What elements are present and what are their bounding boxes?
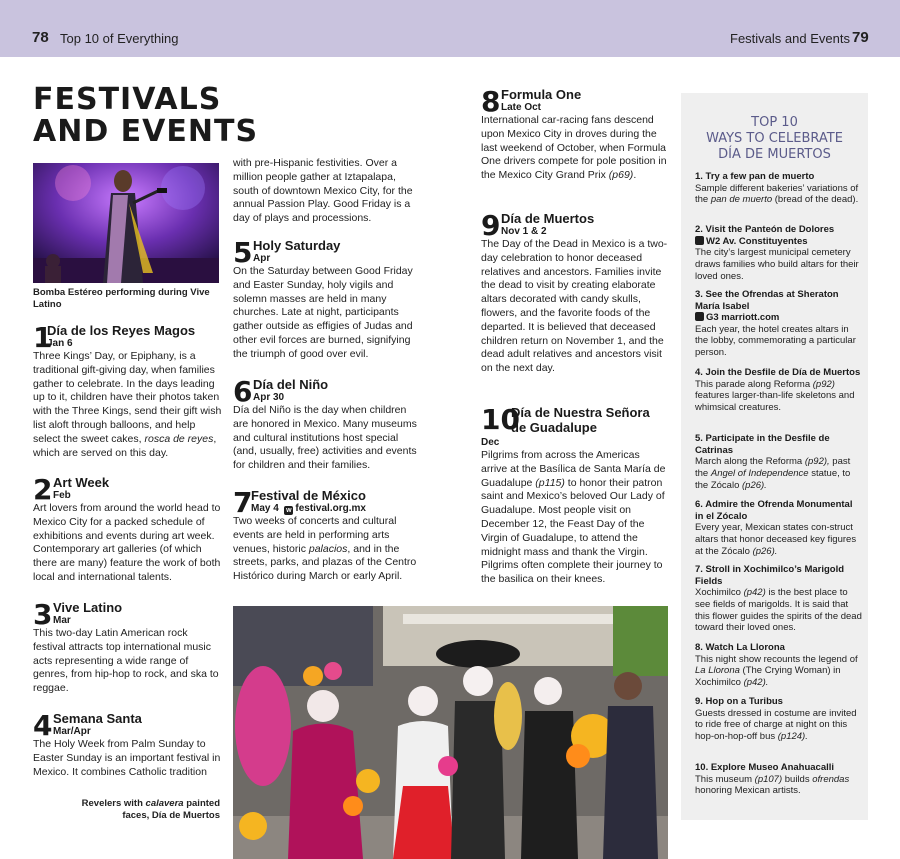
sidebar-item-2: 2. Visit the Panteón de Dolores W2 Av. Constituyentes The city’s largest municipal cemetery draws families who build altars for their loved ones. xyxy=(695,224,859,282)
entry-2: 2 Art Week Feb Art lovers from around the world head to Mexico City for a packed schedule of exhibitions and events during art week. Contemporary art galleries (of which there are many) feature the work of both local and international talents. xyxy=(33,473,221,583)
page-header xyxy=(0,0,900,57)
entry-1: 1 Día de los Reyes Magos Jan 6 Three Kings’ Day, or Epiphany, is a traditional gift-giving day, when families gather to celebrate. In the days leading up to it, children have their photos taken with the Three Kings, send their gift wish list aloft through balloons, and help select the sweet cakes, rosca de reyes, which are served on this day. xyxy=(33,321,222,459)
top-10-sidebar xyxy=(681,93,868,820)
map-icon xyxy=(695,236,704,245)
website-icon: w xyxy=(286,507,292,514)
sidebar-heading-line-2: WAYS TO CELEBRATE xyxy=(706,131,843,146)
sidebar-item-8: 8. Watch La Llorona This night show recounts the legend of La Llorona (The Crying Woman) in Xochimilco (p42). xyxy=(695,642,858,689)
concert-photo xyxy=(33,163,219,283)
sidebar-item-10: 10. Explore Museo Anahuacalli This museum (p107) builds ofrendas honoring Mexican artists. xyxy=(695,762,850,797)
map-icon xyxy=(695,312,704,321)
sidebar-item-5: 5. Participate in the Desfile de Catrinas March along the Reforma (p92), past the Angel of Independence statue, to the Zócalo (p26). xyxy=(695,433,851,491)
left-page-number: 78 xyxy=(32,29,49,46)
sidebar-item-3: 3. See the Ofrendas at Sheraton María Isabel G3 marriott.com Each year, the hotel creates altars in the lobby, commemorating a particular person. xyxy=(695,289,856,359)
entry-7: 7 Festival de México May 4 w festival.org.mx Two weeks of concerts and cultural events are held in performing arts venues, historic palacios, and in the streets, parks, and plazas of the Centro Histórico during March or early April. xyxy=(233,486,417,583)
sidebar-item-1: 1. Try a few pan de muerto Sample different bakeries’ variations of the pan de muerto (bread of the dead). xyxy=(695,171,859,206)
festival-website-link[interactable]: festival.org.mx xyxy=(295,503,366,514)
sidebar-item-4: 4. Join the Desfile de Día de Muertos This parade along Reforma (p92) features larger-than-life skeletons and whimsical creatures. xyxy=(695,367,861,414)
entry-9: 9 Día de Muertos Nov 1 & 2 The Day of the Dead in Mexico is a two-day celebration to honor deceased relatives and ancestors. Families invite the dead to visit by creating elaborate altars decorated with candy skulls, flowers, and the favorite foods of the departed. It is believed that deceased children return on November 1, and the dead adult relatives and ancestors visit on the next day. xyxy=(481,209,668,375)
parade-photo xyxy=(233,606,668,859)
right-running-title: Festivals and Events xyxy=(730,31,850,46)
right-page-number: 79 xyxy=(852,29,869,46)
entry-10: 10 Día de Nuestra Señora de Guadalupe Dec Pilgrims from across the Americas arrive at the Basílica de Santa María de Guadalupe (p115) to honor their patron saint and Mexico’s beloved Our Lady of Guadalupe. Most people visit on December 12, the Feast Day of the Virgin of Guadalupe, to attend the midnight mass and thank the Virgin. Pilgrims often complete their journey to the basilica on their knees. xyxy=(481,403,666,586)
semana-santa-continued: with pre-Hispanic festivities. Over a million people gather at Iztapalapa, south of downtown Mexico City, for the annual Passion Play. Good Friday is a day of plays and processions. xyxy=(233,157,413,225)
entry-4: 4 Semana Santa Mar/Apr The Holy Week from Palm Sunday to Easter Sunday is an important festival in Mexico. It combines Catholic tradition xyxy=(33,709,221,778)
entry-6: 6 Día del Niño Apr 30 Día del Niño is the day when children are honored in Mexico. Many museums and cultural institutions host special (and, usually, free) activities and events for children and their families. xyxy=(233,375,417,472)
sidebar-item-7: 7. Stroll in Xochimilco’s Marigold Fields Xochimilco (p42) is the best place to see fields of marigolds. It is said that this flower guides the spirits of the dead toward their loved ones. xyxy=(695,564,862,634)
sidebar-top-label: TOP 10 xyxy=(751,115,798,130)
page-title: FESTIVALS AND EVENTS xyxy=(33,82,259,149)
entry-8: 8 Formula One Late Oct International car-racing fans descend upon Mexico City in droves during the last weekend of October, when Formula One drivers compete for pole position in the Mexico City Grand Prix (p69). xyxy=(481,85,667,182)
entry-5: 5 Holy Saturday Apr On the Saturday between Good Friday and Easter Sunday, holy vigils and solemn masses are held in many churches. Late at night, participants gather outside as effigies of Judas and other evil forces are burned, signifying the triumph of good over evil. xyxy=(233,236,413,360)
sidebar-item-6: 6. Admire the Ofrenda Monumental in el Zócalo Every year, Mexican states con-struct altars that honor deceased key figures at the Zócalo (p26). xyxy=(695,499,857,557)
concert-photo-caption: Bomba Estéreo performing during Vive Latino xyxy=(33,287,210,310)
sidebar-heading-line-3: DÍA DE MUERTOS xyxy=(718,147,831,162)
parade-photo-caption: Revelers with calavera painted faces, Día de Muertos xyxy=(81,798,220,821)
left-running-title: Top 10 of Everything xyxy=(60,31,179,46)
sidebar-item-9: 9. Hop on a Turibus Guests dressed in costume are invited to ride free of charge at night on this hop-on-hop-off bus (p124). xyxy=(695,696,857,743)
entry-3: 3 Vive Latino Mar This two-day Latin American rock festival attracts top international music acts representing a wide range of genres, from hip-hop to rock, and ska to reggae. xyxy=(33,598,219,695)
